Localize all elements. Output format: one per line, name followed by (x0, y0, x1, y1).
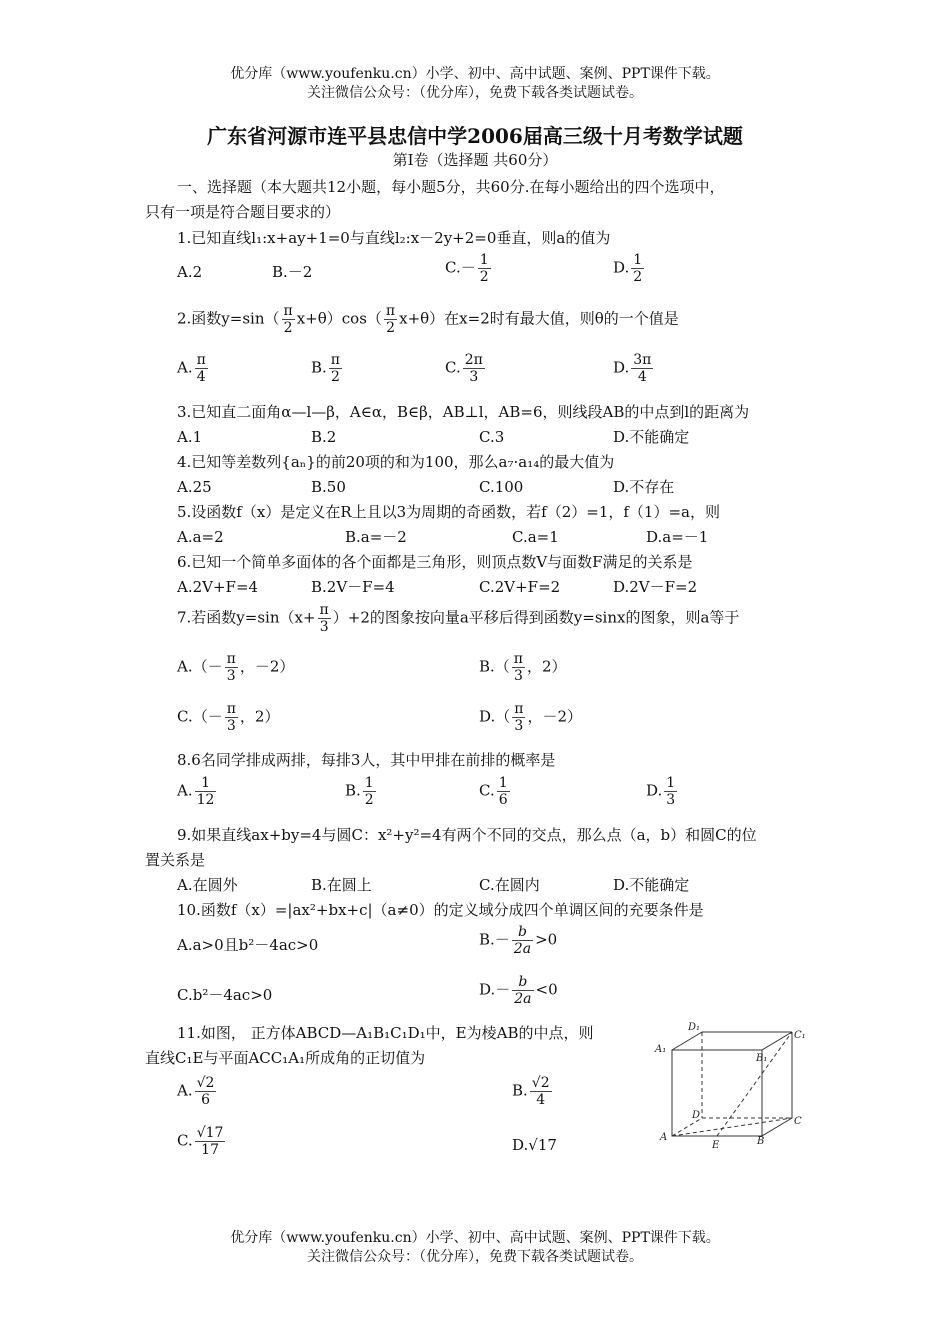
q10-option-d: D.－ $\frac{b}{2a}$ <0 (479, 974, 558, 1008)
q9-option-a: A.在圆外 (177, 876, 238, 894)
fraction: $\frac{1}{12}$ (196, 775, 215, 809)
diagonal-a-c (672, 1118, 792, 1136)
q11-option-d: D.√17 (512, 1136, 557, 1154)
q3-option-c: C.3 (479, 428, 505, 446)
q2-stem: 2.函数y=sin（ $\frac{\pi}{2}$ x+θ）cos（ $\frac{\pi}{2}$ x+θ）在x=2时有最大值，则θ的一个值是 (177, 303, 679, 337)
q6-option-d: D.2V－F=2 (613, 578, 698, 596)
q1-option-d: D. $\frac{1}{2}$ (613, 252, 643, 286)
footer-line-2: 关注微信公众号：（优分库），免费下载各类试题试卷。 (307, 1249, 643, 1265)
fraction: $\frac{1}{2}$ (633, 252, 643, 286)
label-d: D (692, 1110, 701, 1121)
q8-option-b: B. $\frac{1}{2}$ (345, 775, 374, 809)
q9-stem-line-2: 置关系是 (145, 851, 206, 869)
q5-option-d: D.a=－1 (646, 528, 709, 546)
page-title: 广东省河源市连平县忠信中学2006届高三级十月考数学试题 (207, 124, 743, 148)
fraction: $\frac{2\pi}{3}$ (464, 352, 483, 386)
q5-option-a: A.a=2 (177, 528, 224, 546)
label-b: B (757, 1136, 765, 1147)
q3-option-b: B.2 (311, 428, 337, 446)
q2-option-c: C. $\frac{2\pi}{3}$ (445, 352, 483, 386)
q8-option-d: D. $\frac{1}{3}$ (646, 775, 676, 809)
q9-stem-line-1: 9.如果直线ax+by=4与圆C：x²+y²=4有两个不同的交点，那么点（a，b）和圆C的位 (177, 826, 757, 844)
fraction: $\frac{\pi}{3}$ (514, 701, 524, 735)
q7-option-a: A.（－ $\frac{\pi}{3}$ ，－2） (177, 651, 295, 685)
fraction: $\frac{1}{2}$ (479, 252, 489, 286)
label-c1: C₁ (794, 1030, 806, 1041)
q11-option-c: C. $\frac{√17}{17}$ (177, 1125, 224, 1159)
q2-option-b: B. $\frac{\pi}{2}$ (311, 352, 340, 386)
q6-option-b: B.2V－F=4 (311, 578, 395, 596)
q11-stem-line-1: 11.如图， 正方体ABCD—A₁B₁C₁D₁中，E为棱AB的中点，则 (177, 1024, 594, 1042)
q1-option-a: A.2 (177, 263, 203, 281)
q11-option-a: A. $\frac{√2}{6}$ (177, 1075, 215, 1109)
section-subtitle: 第Ⅰ卷（选择题 共60分） (392, 151, 558, 169)
q3-option-d: D.不能确定 (613, 428, 690, 446)
q5-stem: 5.设函数f（x）是定义在R上且以3为周期的奇函数，若f（2）=1，f（1）=a，则 (177, 503, 720, 521)
fraction: $\frac{\pi}{3}$ (226, 651, 236, 685)
fraction: $\frac{√2}{6}$ (196, 1075, 215, 1109)
fraction: $\frac{b}{2a}$ (513, 924, 532, 958)
fraction: $\frac{b}{2a}$ (514, 974, 532, 1008)
q7-option-c: C.（－ $\frac{\pi}{3}$ ，2） (177, 701, 280, 735)
instructions-line-1: 一、选择题（本大题共12小题，每小题5分，共60分.在每小题给出的四个选项中， (177, 178, 725, 196)
q1-stem: 1.已知直线l₁:x+ay+1=0与直线l₂:x－2y+2=0垂直，则a的值为 (177, 229, 611, 247)
q10-option-b: B.－ $\frac{b}{2a}$ >0 (479, 924, 558, 958)
q7-option-d: D.（ $\frac{\pi}{3}$ ，－2） (479, 701, 583, 735)
q6-option-a: A.2V+F=4 (177, 578, 259, 596)
q7-stem: 7.若函数y=sin（x+ $\frac{\pi}{3}$ ）+2的图象按向量a平移后得到函数y=sinx的图象，则a等于 (177, 602, 740, 636)
q9-option-c: C.在圆内 (479, 876, 540, 894)
q10-stem: 10.函数f（x）=|ax²+bx+c|（a≠0）的定义域分成四个单调区间的充要条件是 (177, 901, 704, 919)
q11-stem-line-2: 直线C₁E与平面ACC₁A₁所成角的正切值为 (145, 1049, 426, 1067)
q6-stem: 6.已知一个简单多面体的各个面都是三角形，则顶点数V与面数F满足的关系是 (177, 553, 693, 571)
edge-b1-c1 (762, 1032, 792, 1050)
q2-option-a: A. $\frac{\pi}{4}$ (177, 352, 206, 386)
q2-option-d: D. $\frac{3\pi}{4}$ (613, 352, 652, 386)
q4-option-c: C.100 (479, 478, 524, 496)
fraction: $\frac{\pi}{3}$ (513, 651, 523, 685)
fraction: $\frac{3\pi}{4}$ (633, 352, 652, 386)
label-e: E (712, 1140, 720, 1150)
q11-option-b: B. $\frac{√2}{4}$ (512, 1075, 550, 1109)
fraction: $\frac{\pi}{2}$ (385, 303, 396, 337)
q5-option-c: C.a=1 (512, 528, 559, 546)
q8-stem: 8.6名同学排成两排，每排3人，其中甲排在前排的概率是 (177, 751, 556, 769)
label-d1: D₁ (688, 1022, 701, 1033)
q5-option-b: B.a=－2 (345, 528, 407, 546)
q3-option-a: A.1 (177, 428, 203, 446)
fraction: $\frac{1}{6}$ (498, 775, 508, 809)
q4-stem: 4.已知等差数列{aₙ}的前20项的和为100，那么a₇·a₁₄的最大值为 (177, 453, 615, 471)
q8-option-a: A. $\frac{1}{12}$ (177, 775, 215, 809)
fraction: $\frac{\pi}{3}$ (226, 701, 236, 735)
q10-option-c: C.b²－4ac>0 (177, 986, 273, 1004)
label-a: A (660, 1132, 668, 1143)
label-b1: B₁ (756, 1053, 768, 1064)
label-c: C (794, 1116, 802, 1127)
fraction: $\frac{\pi}{2}$ (330, 352, 340, 386)
fraction: $\frac{√2}{4}$ (531, 1075, 550, 1109)
instructions-line-2: 只有一项是符合题目要求的） (145, 203, 341, 221)
q7-option-b: B.（ $\frac{\pi}{3}$ ，2） (479, 651, 567, 685)
header-line-2: 关注微信公众号：（优分库），免费下载各类试题试卷。 (307, 85, 643, 101)
q4-option-a: A.25 (177, 478, 212, 496)
q4-option-b: B.50 (311, 478, 346, 496)
q9-option-b: B.在圆上 (311, 876, 372, 894)
fraction: $\frac{\pi}{4}$ (196, 352, 206, 386)
cube-figure (652, 1018, 812, 1150)
label-a1: A₁ (655, 1044, 667, 1055)
q6-option-c: C.2V+F=2 (479, 578, 561, 596)
q1-option-b: B.－2 (272, 263, 313, 281)
q8-option-c: C. $\frac{1}{6}$ (479, 775, 508, 809)
fraction: $\frac{1}{2}$ (364, 775, 374, 809)
footer-line-1: 优分库（www.youfenku.cn）小学、初中、高中试题、案例、PPT课件下载。 (230, 1230, 720, 1246)
fraction: $\frac{\pi}{2}$ (283, 303, 293, 337)
q10-option-a: A.a>0且b²－4ac>0 (177, 936, 319, 954)
edge-a1-d1 (672, 1032, 702, 1050)
sqrt-17: √17 (528, 1136, 557, 1154)
q9-option-d: D.不能确定 (613, 876, 690, 894)
fraction: $\frac{√17}{17}$ (196, 1125, 224, 1159)
q3-stem: 3.已知直二面角α—l—β，A∈α，B∈β，AB⊥l，AB=6，则线段AB的中点到l的距离为 (177, 403, 750, 421)
fraction: $\frac{\pi}{3}$ (319, 602, 329, 636)
fraction: $\frac{1}{3}$ (666, 775, 676, 809)
header-line-1: 优分库（www.youfenku.cn）小学、初中、高中试题、案例、PPT课件下载。 (230, 66, 720, 82)
front-face (672, 1050, 762, 1136)
segment-e-c1 (717, 1032, 792, 1136)
q4-option-d: D.不存在 (613, 478, 675, 496)
q1-option-c: C.－ $\frac{1}{2}$ (445, 252, 489, 286)
